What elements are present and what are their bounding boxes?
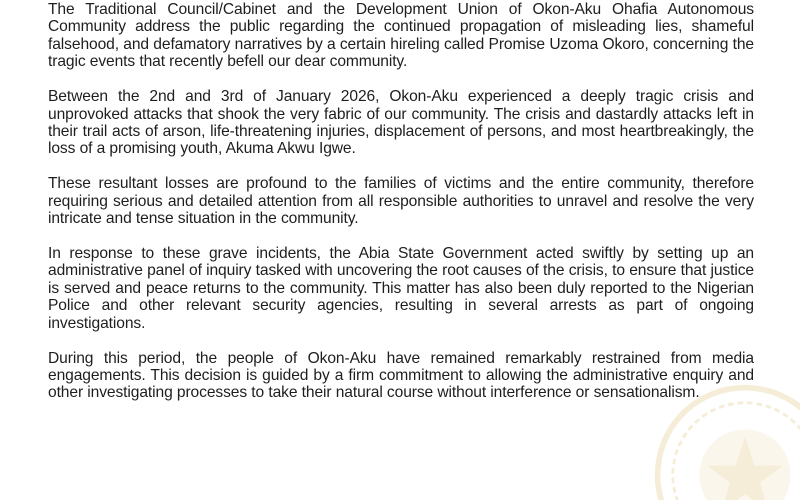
- paragraph-4: In response to these grave incidents, the Abia State Government acted swiftly by setting up an administrative panel of inquiry tasked with uncovering the root causes of the crisis, to ensure that justice is served and peace returns to the community. This matter has also been duly reported to the Nigerian Police and other relevant security agencies, resulting in several arrests as part of ongoing investigations.: [48, 244, 754, 332]
- paragraph-2: Between the 2nd and 3rd of January 2026, Okon-Aku experienced a deeply tragic crisis and unprovoked attacks that shook the very fabric of our community. The crisis and dastardly attacks left in their trail acts of arson, life-threatening injuries, displacement of persons, and most heartbreakingly, the loss of a promising youth, Akuma Akwu Igwe.: [48, 88, 754, 158]
- paragraph-5: During this period, the people of Okon-Aku have remained remarkably restrained from media engagements. This decision is guided by a firm commitment to allowing the administrative enquiry and other investigating processes to take their natural course without interference or sensationalism.: [48, 349, 754, 402]
- document-body: [48, 1, 754, 419]
- seal-icon: [650, 380, 800, 500]
- paragraph-3: These resultant losses are profound to the families of victims and the entire community, therefore requiring serious and detailed attention from all responsible authorities to unravel and resolve the very intricate and tense situation in the community.: [48, 175, 754, 228]
- paragraph-1: The Traditional Council/Cabinet and the Development Union of Okon-Aku Ohafia Autonomous Community address the public regarding the continued propagation of misleading lies, shameful falsehood, and defamatory narratives by a certain hireling called Promise Uzoma Okoro, concerning the tragic events that recently befell our dear community.: [48, 1, 754, 71]
